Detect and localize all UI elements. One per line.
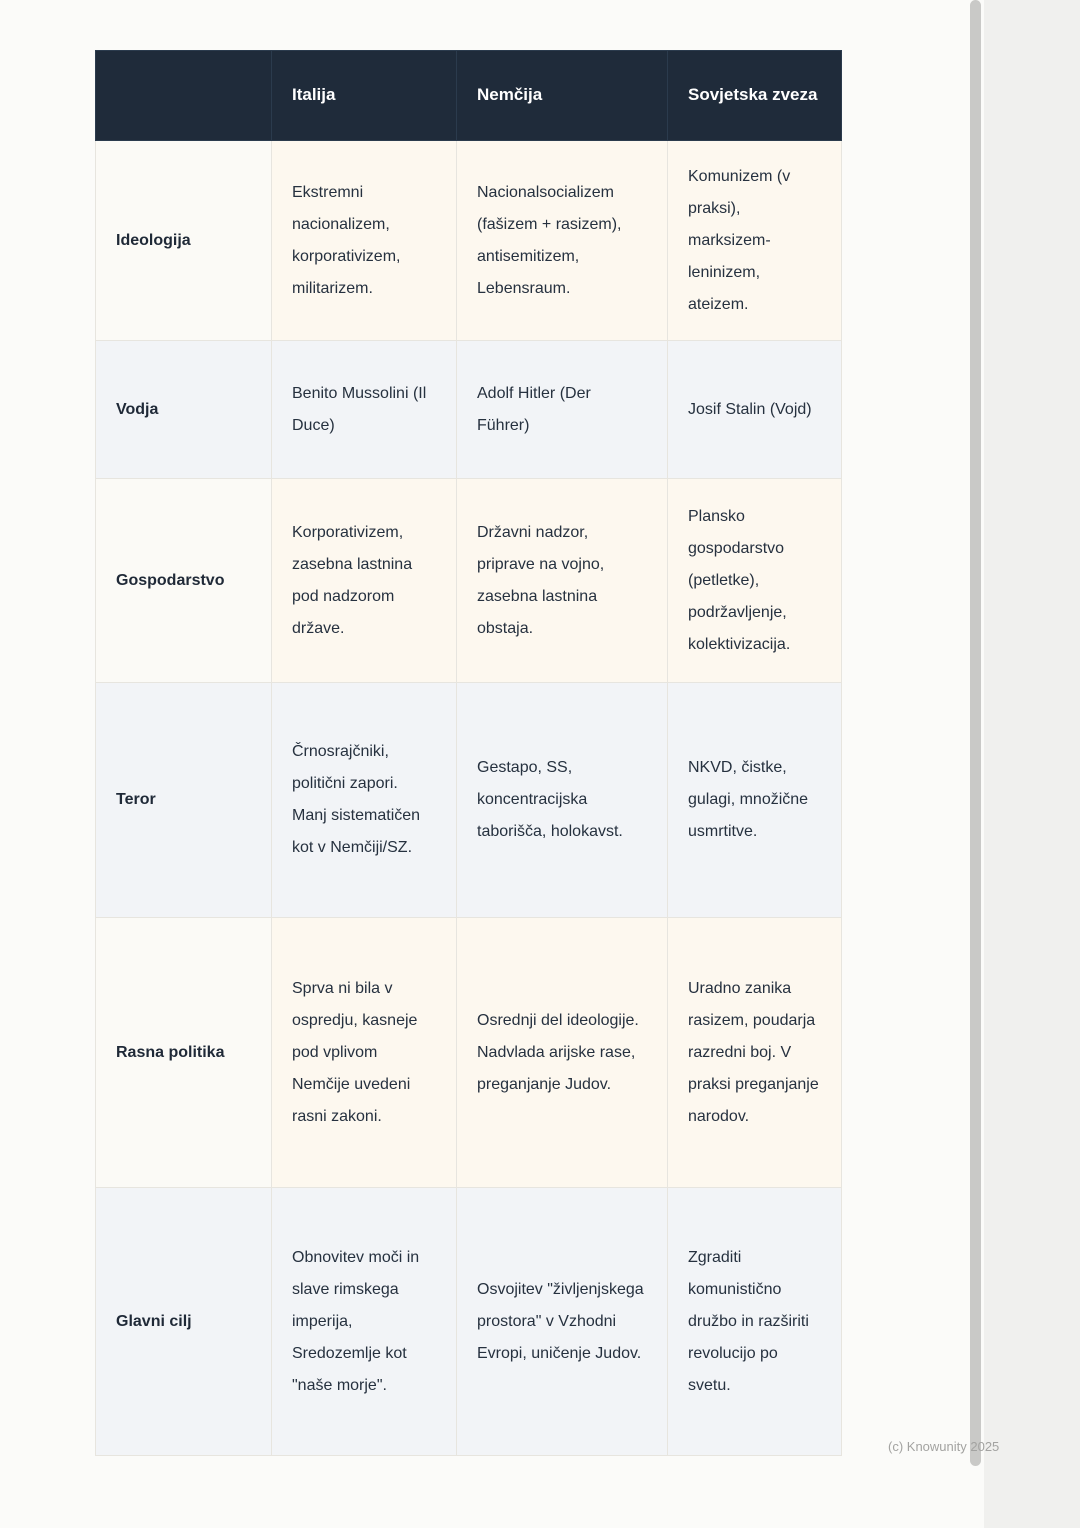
row-label: Teror xyxy=(96,683,272,918)
table-row-glavni-cilj xyxy=(96,1188,842,1456)
table-row-vodja xyxy=(96,341,842,479)
table-row-teror xyxy=(96,683,842,918)
watermark-text: (c) Knowunity 2025 xyxy=(888,1439,1000,1454)
row-label: Vodja xyxy=(96,341,272,479)
table-cell: Benito Mussolini (Il Duce) xyxy=(272,341,457,479)
comparison-table-container xyxy=(95,50,841,1456)
table-row-gospodarstvo xyxy=(96,479,842,683)
page-right-gutter xyxy=(984,0,1080,1528)
table-cell: Ekstremni nacionalizem, korporativizem, militarizem. xyxy=(272,141,457,341)
table-row-ideologija xyxy=(96,141,842,341)
table-cell: Adolf Hitler (Der Führer) xyxy=(457,341,668,479)
table-cell: Črnosrajčniki, politični zapori. Manj sistematičen kot v Nemčiji/SZ. xyxy=(272,683,457,918)
table-cell: Osrednji del ideologije. Nadvlada arijske rase, preganjanje Judov. xyxy=(457,918,668,1188)
row-label: Ideologija xyxy=(96,141,272,341)
table-cell: NKVD, čistke, gulagi, množične usmrtitve. xyxy=(668,683,842,918)
vertical-scrollbar[interactable] xyxy=(970,0,981,1466)
comparison-table xyxy=(95,50,842,1456)
table-cell: Osvojitev "življenjskega prostora" v Vzhodni Evropi, uničenje Judov. xyxy=(457,1188,668,1456)
table-header-row xyxy=(96,51,842,141)
table-cell: Josif Stalin (Vojd) xyxy=(668,341,842,479)
table-cell: Korporativizem, zasebna lastnina pod nadzorom države. xyxy=(272,479,457,683)
table-cell: Sprva ni bila v ospredju, kasneje pod vplivom Nemčije uvedeni rasni zakoni. xyxy=(272,918,457,1188)
table-cell: Nacionalsocializem (fašizem + rasizem), antisemitizem, Lebensraum. xyxy=(457,141,668,341)
table-cell: Obnovitev moči in slave rimskega imperija, Sredozemlje kot "naše morje". xyxy=(272,1188,457,1456)
row-label: Rasna politika xyxy=(96,918,272,1188)
column-header-sovjetska-zveza: Sovjetska zveza xyxy=(668,51,842,141)
corner-cell xyxy=(96,51,272,141)
table-cell: Komunizem (v praksi), marksizem-leninizem, ateizem. xyxy=(668,141,842,341)
column-header-nemcija: Nemčija xyxy=(457,51,668,141)
table-cell: Gestapo, SS, koncentracijska taborišča, holokavst. xyxy=(457,683,668,918)
row-label: Gospodarstvo xyxy=(96,479,272,683)
column-header-italija: Italija xyxy=(272,51,457,141)
table-row-rasna-politika xyxy=(96,918,842,1188)
table-cell: Plansko gospodarstvo (petletke), podržavljenje, kolektivizacija. xyxy=(668,479,842,683)
table-cell: Državni nadzor, priprave na vojno, zasebna lastnina obstaja. xyxy=(457,479,668,683)
table-cell: Zgraditi komunistično družbo in razširiti revolucijo po svetu. xyxy=(668,1188,842,1456)
table-cell: Uradno zanika rasizem, poudarja razredni boj. V praksi preganjanje narodov. xyxy=(668,918,842,1188)
row-label: Glavni cilj xyxy=(96,1188,272,1456)
